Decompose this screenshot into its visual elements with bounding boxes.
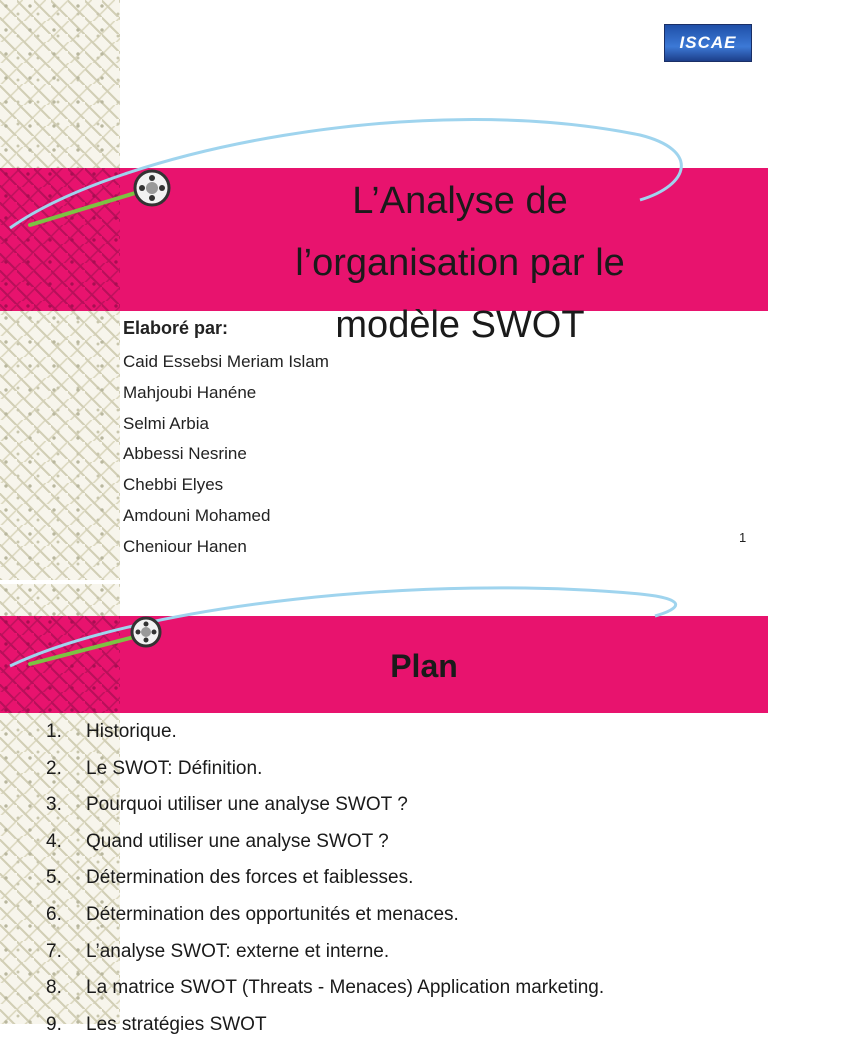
plan-item: 5. Détermination des forces et faiblesses.	[46, 867, 414, 889]
slide-title: L’Analyse de l’organisation par le modèle SWOT	[295, 180, 625, 346]
plan-list	[46, 714, 604, 1043]
author-name: Amdouni Mohamed	[123, 505, 271, 525]
author-name: Chebbi Elyes	[123, 475, 224, 495]
plan-item: 6. Détermination des opportunités et menaces.	[46, 903, 459, 925]
page-number: 1	[739, 530, 747, 545]
author-name: Cheniour Hanen	[123, 536, 247, 556]
plan-item: 9. Les stratégies SWOT	[46, 1013, 267, 1035]
author-name: Mahjoubi Hanéne	[123, 382, 257, 402]
plan-slide	[0, 584, 768, 1035]
author-name: Abbessi Nesrine	[123, 444, 247, 464]
plan-item: 2. Le SWOT: Définition.	[46, 757, 263, 779]
plan-item: 1. Historique.	[46, 721, 177, 742]
plan-item: 7. L’analyse SWOT: externe et interne.	[46, 940, 390, 962]
author-name: Caid Essebsi Meriam Islam	[123, 352, 329, 371]
plan-item: 3. Pourquoi utiliser une analyse SWOT ?	[46, 794, 408, 816]
plan-item: 8. La matrice SWOT (Threats - Menaces) Application marketing.	[46, 977, 605, 999]
credits-block	[123, 318, 329, 563]
iscae-logo: ISCAE	[664, 24, 752, 62]
credits-label: Elaboré par:	[123, 318, 229, 338]
author-list	[123, 347, 329, 563]
plan-item: 4. Quand utiliser une analyse SWOT ?	[46, 830, 389, 852]
plan-title: Plan	[390, 648, 458, 684]
author-name: Selmi Arbia	[123, 413, 209, 433]
